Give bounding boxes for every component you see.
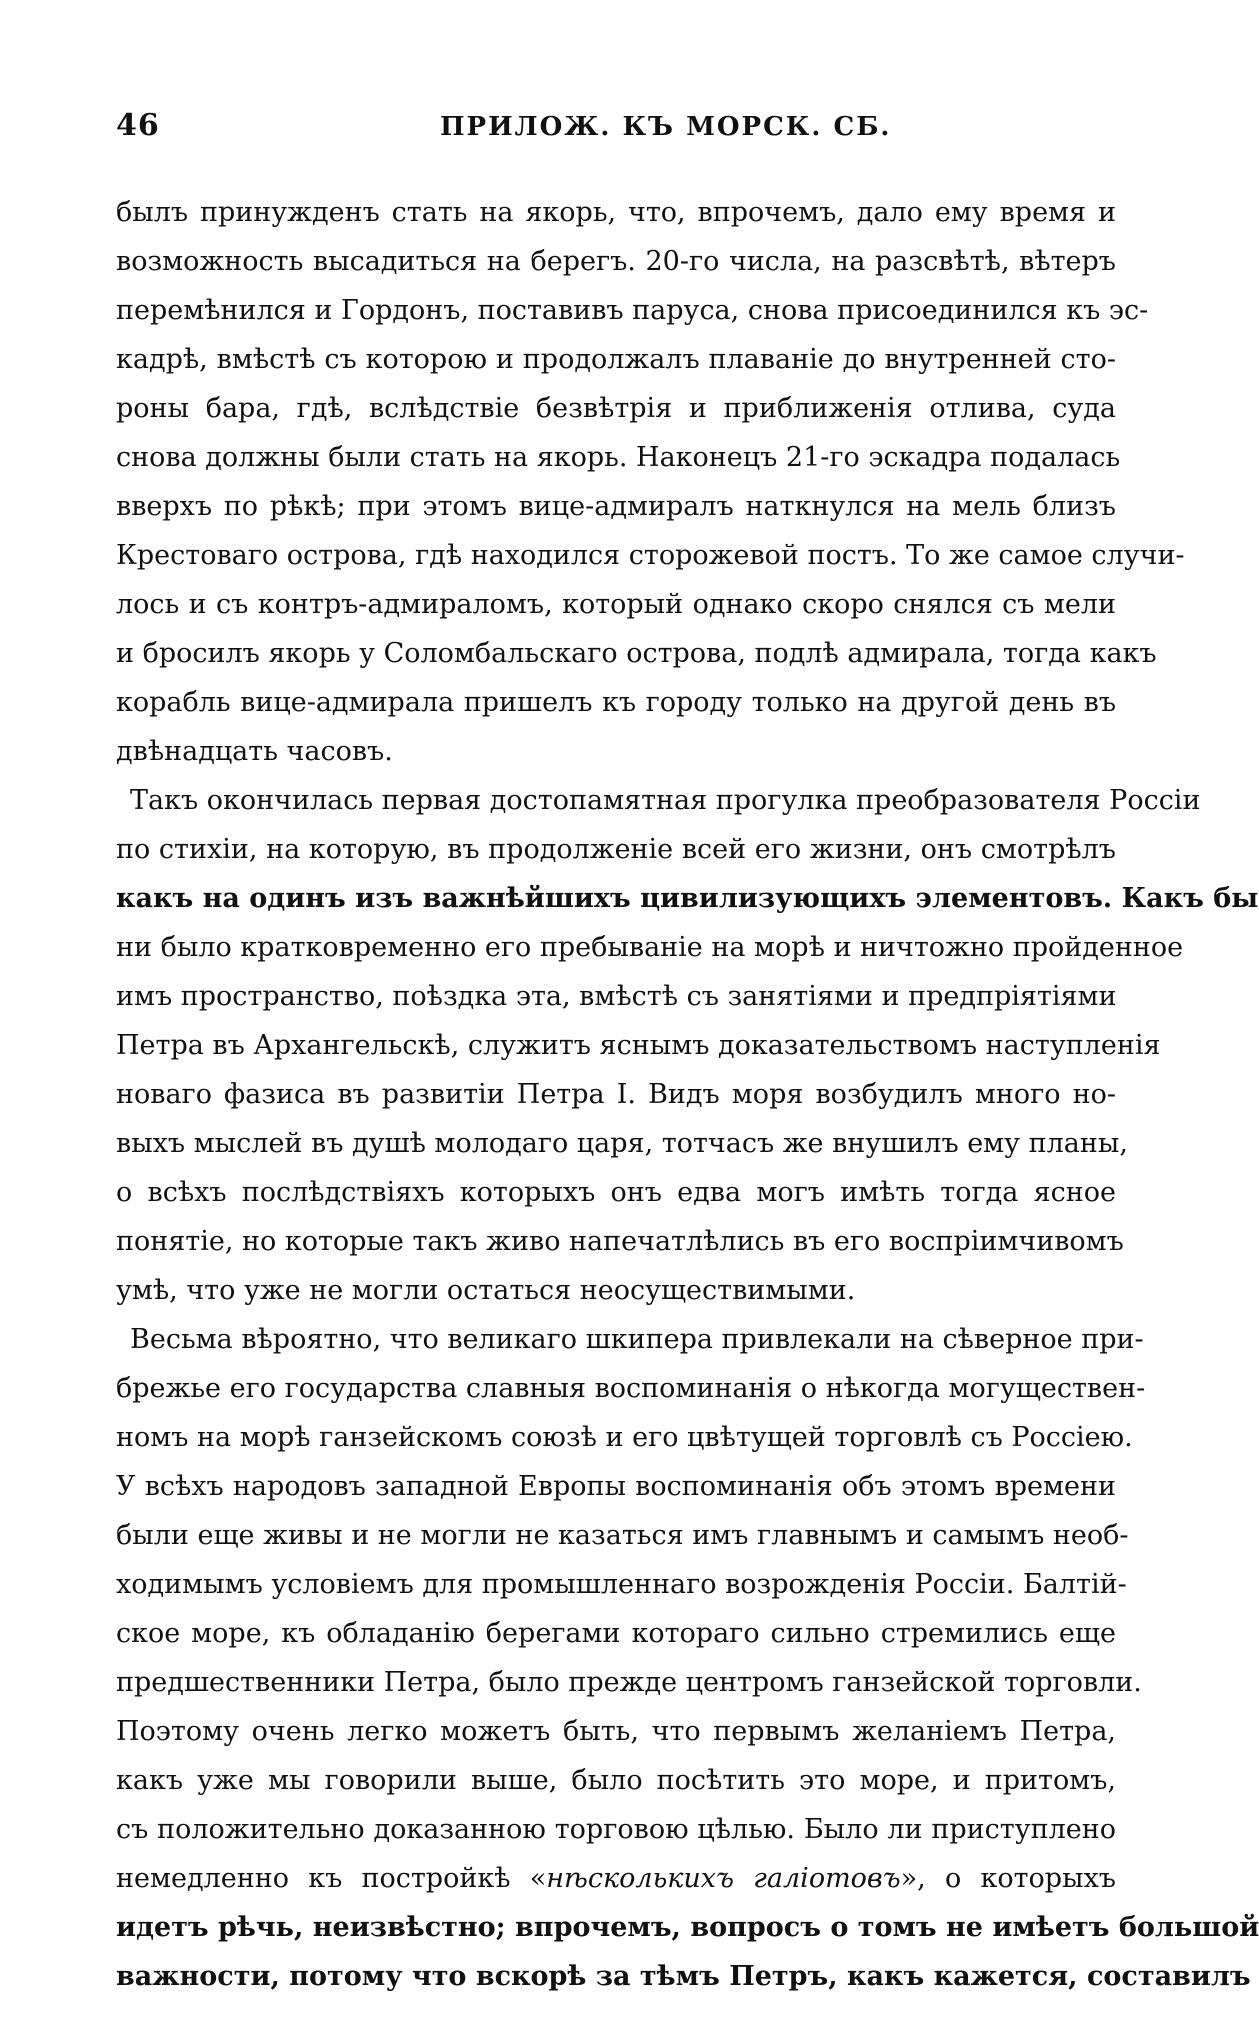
- paragraph-1: [116, 188, 1185, 776]
- text-line: номъ на морѣ ганзейскомъ союзѣ и его цвѣтущей торговлѣ съ Россіею.: [116, 1422, 1133, 1453]
- text-line: съ положительно доказанною торговою цѣлью. Было ли приступлено: [116, 1814, 1116, 1845]
- text-line: лось и съ контръ-адмираломъ, который однако скоро снялся съ мели: [116, 589, 1116, 620]
- text-line: корабль вице-адмирала пришелъ къ городу только на другой день въ: [116, 687, 1116, 718]
- text-line: по стихіи, на которую, въ продолженіе всей его жизни, онъ смотрѣлъ: [116, 834, 1116, 865]
- text-line: снова должны были стать на якорь. Наконецъ 21-го эскадра подалась: [116, 442, 1121, 473]
- text-line: перемѣнился и Гордонъ, поставивъ паруса, снова присоединился къ эс-: [116, 295, 1149, 326]
- text-line: ское море, къ обладанію берегами котораго сильно стремились еще: [116, 1618, 1116, 1649]
- italic-quote: нѣсколькихъ галіотовъ: [546, 1863, 901, 1894]
- running-head: ПРИЛОЖ. КЪ МОРСК. СБ.: [440, 112, 892, 142]
- text-line: выхъ мыслей въ душѣ молодаго царя, тотчасъ же внушилъ ему планы,: [116, 1128, 1128, 1159]
- text-line: умѣ, что уже не могли остаться неосуществимыми.: [116, 1275, 856, 1306]
- page-number: 46: [116, 108, 160, 143]
- text-line: имъ пространство, поѣздка эта, вмѣстѣ съ занятіями и предпріятіями: [116, 981, 1117, 1012]
- text-line: кадрѣ, вмѣстѣ съ которою и продолжалъ плаваніе до внутренней сто-: [116, 344, 1116, 375]
- text-fragment: немедленно къ постройкѣ «: [116, 1863, 547, 1894]
- text-line: брежье его государства славныя воспоминанія о нѣкогда могуществен-: [116, 1373, 1146, 1404]
- paragraph-2: [116, 776, 1259, 1315]
- text-fragment: », о которыхъ: [900, 1863, 1116, 1894]
- text-line: какъ уже мы говорили выше, было посѣтить это море, и притомъ,: [116, 1765, 1116, 1796]
- text-line: ходимымъ условіемъ для промышленнаго возрожденія Россіи. Балтій-: [116, 1569, 1127, 1600]
- text-line: предшественники Петра, было прежде центромъ ганзейской торговли.: [116, 1667, 1142, 1698]
- text-line: новаго фазиса въ развитіи Петра I. Видъ моря возбудилъ много но-: [116, 1079, 1116, 1110]
- text-line: какъ на одинъ изъ важнѣйшихъ цивилизующихъ элементовъ. Какъ бы: [116, 883, 1259, 914]
- text-line: идетъ рѣчь, неизвѣстно; впрочемъ, вопросъ о томъ не имѣетъ большой: [116, 1912, 1259, 1943]
- text-line: важности, потому что вскорѣ за тѣмъ Петръ, какъ кажется, составилъ: [116, 1961, 1251, 1992]
- text-line: У всѣхъ народовъ западной Европы воспоминанія объ этомъ времени: [116, 1471, 1116, 1502]
- text-line: понятіе, но которые такъ живо напечатлѣлись въ его воспріимчивомъ: [116, 1226, 1124, 1257]
- text-line: Такъ окончилась первая достопамятная прогулка преобразователя Россіи: [130, 785, 1201, 816]
- text-line: и бросилъ якорь у Соломбальскаго острова, подлѣ адмирала, тогда какъ: [116, 638, 1157, 669]
- text-line: вверхъ по рѣкѣ; при этомъ вице-адмиралъ наткнулся на мель близъ: [116, 491, 1116, 522]
- body-text: [116, 188, 1259, 2001]
- text-line: Поэтому очень легко можетъ быть, что первымъ желаніемъ Петра,: [116, 1716, 1116, 1747]
- text-line-with-italic: [116, 1854, 1116, 1903]
- text-line: ни было кратковременно его пребываніе на морѣ и ничтожно пройденное: [116, 932, 1184, 963]
- text-line: двѣнадцать часовъ.: [116, 736, 393, 767]
- text-line: Весьма вѣроятно, что великаго шкипера привлекали на сѣверное при-: [130, 1324, 1144, 1355]
- text-line: Крестоваго острова, гдѣ находился сторожевой постъ. То же самое случи-: [116, 540, 1185, 571]
- text-line: Петра въ Архангельскѣ, служитъ яснымъ доказательствомъ наступленія: [116, 1030, 1161, 1061]
- text-line: были еще живы и не могли не казаться имъ главнымъ и самымъ необ-: [116, 1520, 1129, 1551]
- text-line: роны бара, гдѣ, вслѣдствіе безвѣтрія и приближенія отлива, суда: [116, 393, 1116, 424]
- text-line: о всѣхъ послѣдствіяхъ которыхъ онъ едва могъ имѣть тогда ясное: [116, 1177, 1116, 1208]
- text-line: возможность высадиться на берегъ. 20-го числа, на разсвѣтѣ, вѣтеръ: [116, 246, 1116, 277]
- paragraph-3: [116, 1315, 1259, 2001]
- text-line: былъ принужденъ стать на якорь, что, впрочемъ, дало ему время и: [116, 197, 1116, 228]
